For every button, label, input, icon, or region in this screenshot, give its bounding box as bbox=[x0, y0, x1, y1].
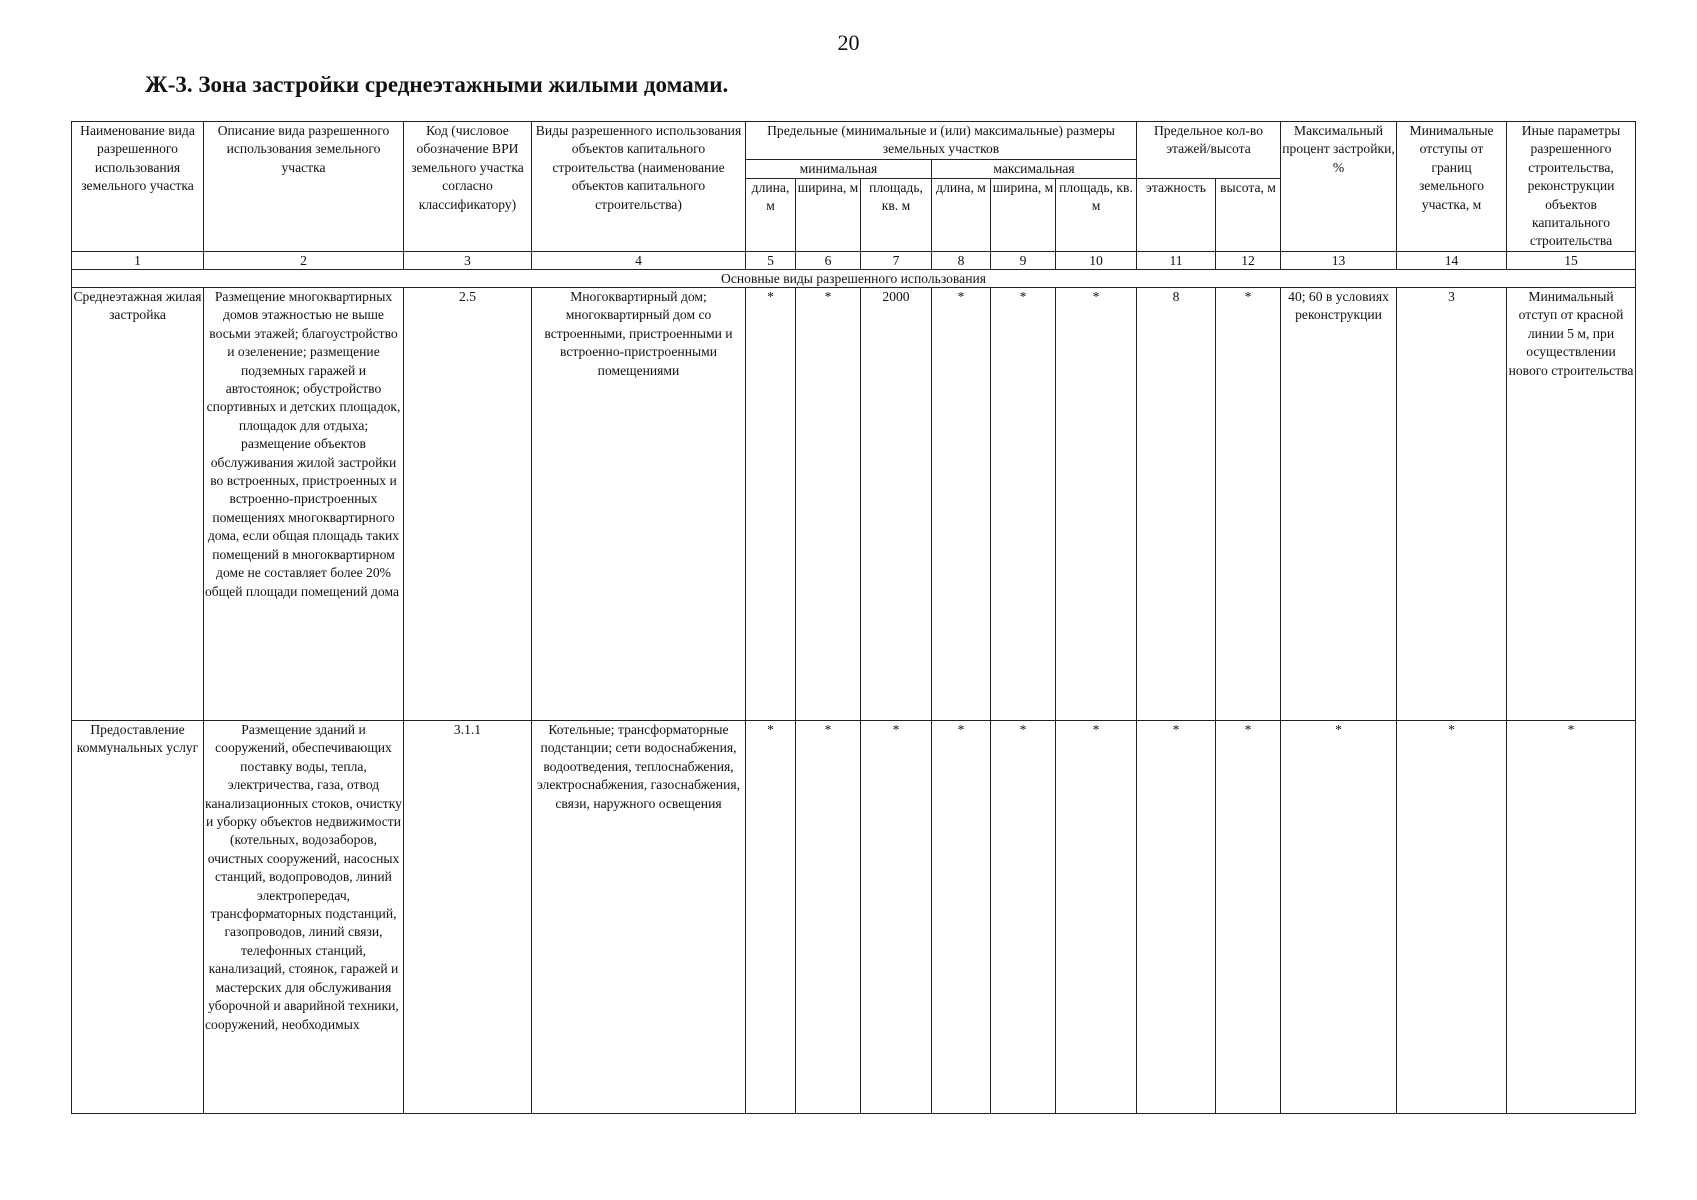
cell-min-length: * bbox=[746, 721, 796, 1114]
column-number: 12 bbox=[1216, 252, 1281, 270]
column-numbers-row bbox=[72, 252, 1636, 270]
column-number: 11 bbox=[1137, 252, 1216, 270]
cell-name: Предоставление коммунальных услуг bbox=[72, 721, 204, 1114]
column-number: 15 bbox=[1507, 252, 1636, 270]
cell-floors: 8 bbox=[1137, 288, 1216, 721]
header-min-area: площадь, кв. м bbox=[861, 179, 932, 252]
column-number: 8 bbox=[932, 252, 991, 270]
column-number: 7 bbox=[861, 252, 932, 270]
header-floors: этажность bbox=[1137, 179, 1216, 252]
cell-min-area: 2000 bbox=[861, 288, 932, 721]
column-number: 2 bbox=[204, 252, 404, 270]
header-max-width: ширина, м bbox=[991, 179, 1056, 252]
header-coverage: Максимальный процент застройки, % bbox=[1281, 122, 1397, 252]
header-size-group: Предельные (минимальные и (или) максимальные) размеры земельных участков bbox=[746, 122, 1137, 160]
cell-min-width: * bbox=[796, 721, 861, 1114]
header-row bbox=[72, 122, 1636, 160]
cell-coverage: * bbox=[1281, 721, 1397, 1114]
cell-coverage: 40; 60 в условиях реконструкции bbox=[1281, 288, 1397, 721]
header-min-group: минимальная bbox=[746, 160, 932, 179]
header-floors-group: Предельное кол-во этажей/высота bbox=[1137, 122, 1281, 179]
header-code: Код (числовое обозначение ВРИ земельного участка согласно классификатору) bbox=[404, 122, 532, 252]
header-min-length: длина, м bbox=[746, 179, 796, 252]
cell-height: * bbox=[1216, 288, 1281, 721]
cell-min-width: * bbox=[796, 288, 861, 721]
cell-objects: Многоквартирный дом; многоквартирный дом со встроенными, пристроенными и встроенно-пристроенными помещениями bbox=[532, 288, 746, 721]
page-number: 20 bbox=[837, 30, 860, 55]
header-max-area: площадь, кв. м bbox=[1056, 179, 1137, 252]
table-row bbox=[72, 288, 1636, 721]
header-height: высота, м bbox=[1216, 179, 1281, 252]
header-other: Иные параметры разрешенного строительства, реконструкции объектов капитального строительства bbox=[1507, 122, 1636, 252]
cell-name: Среднеэтажная жилая застройка bbox=[72, 288, 204, 721]
column-number: 9 bbox=[991, 252, 1056, 270]
table-row bbox=[72, 721, 1636, 1114]
column-number: 5 bbox=[746, 252, 796, 270]
header-objects: Виды разрешенного использования объектов капитального строительства (наименование объектов капитального строительства) bbox=[532, 122, 746, 252]
column-number: 1 bbox=[72, 252, 204, 270]
cell-other: Минимальный отступ от красной линии 5 м, при осуществлении нового строительства bbox=[1507, 288, 1636, 721]
header-description: Описание вида разрешенного использования земельного участка bbox=[204, 122, 404, 252]
cell-min-length: * bbox=[746, 288, 796, 721]
header-setback: Минимальные отступы от границ земельного участка, м bbox=[1397, 122, 1507, 252]
cell-setback: 3 bbox=[1397, 288, 1507, 721]
column-number: 4 bbox=[532, 252, 746, 270]
column-number: 6 bbox=[796, 252, 861, 270]
cell-max-width: * bbox=[991, 288, 1056, 721]
cell-height: * bbox=[1216, 721, 1281, 1114]
cell-code: 3.1.1 bbox=[404, 721, 532, 1114]
column-number: 3 bbox=[404, 252, 532, 270]
cell-min-area: * bbox=[861, 721, 932, 1114]
cell-objects: Котельные; трансформаторные подстанции; сети водоснабжения, водоотведения, теплоснабжения, электроснабжения, газоснабжения, связи, наружного освещения bbox=[532, 721, 746, 1114]
cell-description: Размещение многоквартирных домов этажностью не выше восьми этажей; благоустройство и озеленение; размещение подземных гаражей и автостоянок; обустройство спортивных и детских площадок, площадок для отдыха; размещение объектов обслуживания жилой застройки во встроенных, пристроенных и встроенно-пристроенных помещениях многоквартирного дома, если общая площадь таких помещений в многоквартирном доме не составляет более 20% общей площади помещений дома bbox=[204, 288, 404, 721]
section-title: Основные виды разрешенного использования bbox=[72, 270, 1636, 288]
column-number: 10 bbox=[1056, 252, 1137, 270]
header-min-width: ширина, м bbox=[796, 179, 861, 252]
column-number: 13 bbox=[1281, 252, 1397, 270]
zoning-table bbox=[71, 121, 1636, 1114]
header-max-group: максимальная bbox=[932, 160, 1137, 179]
cell-floors: * bbox=[1137, 721, 1216, 1114]
cell-max-area: * bbox=[1056, 721, 1137, 1114]
cell-description: Размещение зданий и сооружений, обеспечивающих поставку воды, тепла, электричества, газа, отвод канализационных стоков, очистку и уборку объектов недвижимости (котельных, водозаборов, очистных сооружений, насосных станций, водопроводов, линий электропередач, трансформаторных подстанций, газопроводов, линий связи, телефонных станций, канализаций, стоянок, гаражей и мастерских для обслуживания уборочной и аварийной техники, сооружений, необходимых bbox=[204, 721, 404, 1114]
cell-code: 2.5 bbox=[404, 288, 532, 721]
cell-other: * bbox=[1507, 721, 1636, 1114]
cell-max-area: * bbox=[1056, 288, 1137, 721]
cell-max-length: * bbox=[932, 288, 991, 721]
section-row bbox=[72, 270, 1636, 288]
column-number: 14 bbox=[1397, 252, 1507, 270]
cell-max-width: * bbox=[991, 721, 1056, 1114]
header-name: Наименование вида разрешенного использования земельного участка bbox=[72, 122, 204, 252]
document-title: Ж-3. Зона застройки среднеэтажными жилыми домами. bbox=[145, 72, 729, 97]
cell-setback: * bbox=[1397, 721, 1507, 1114]
cell-max-length: * bbox=[932, 721, 991, 1114]
header-max-length: длина, м bbox=[932, 179, 991, 252]
